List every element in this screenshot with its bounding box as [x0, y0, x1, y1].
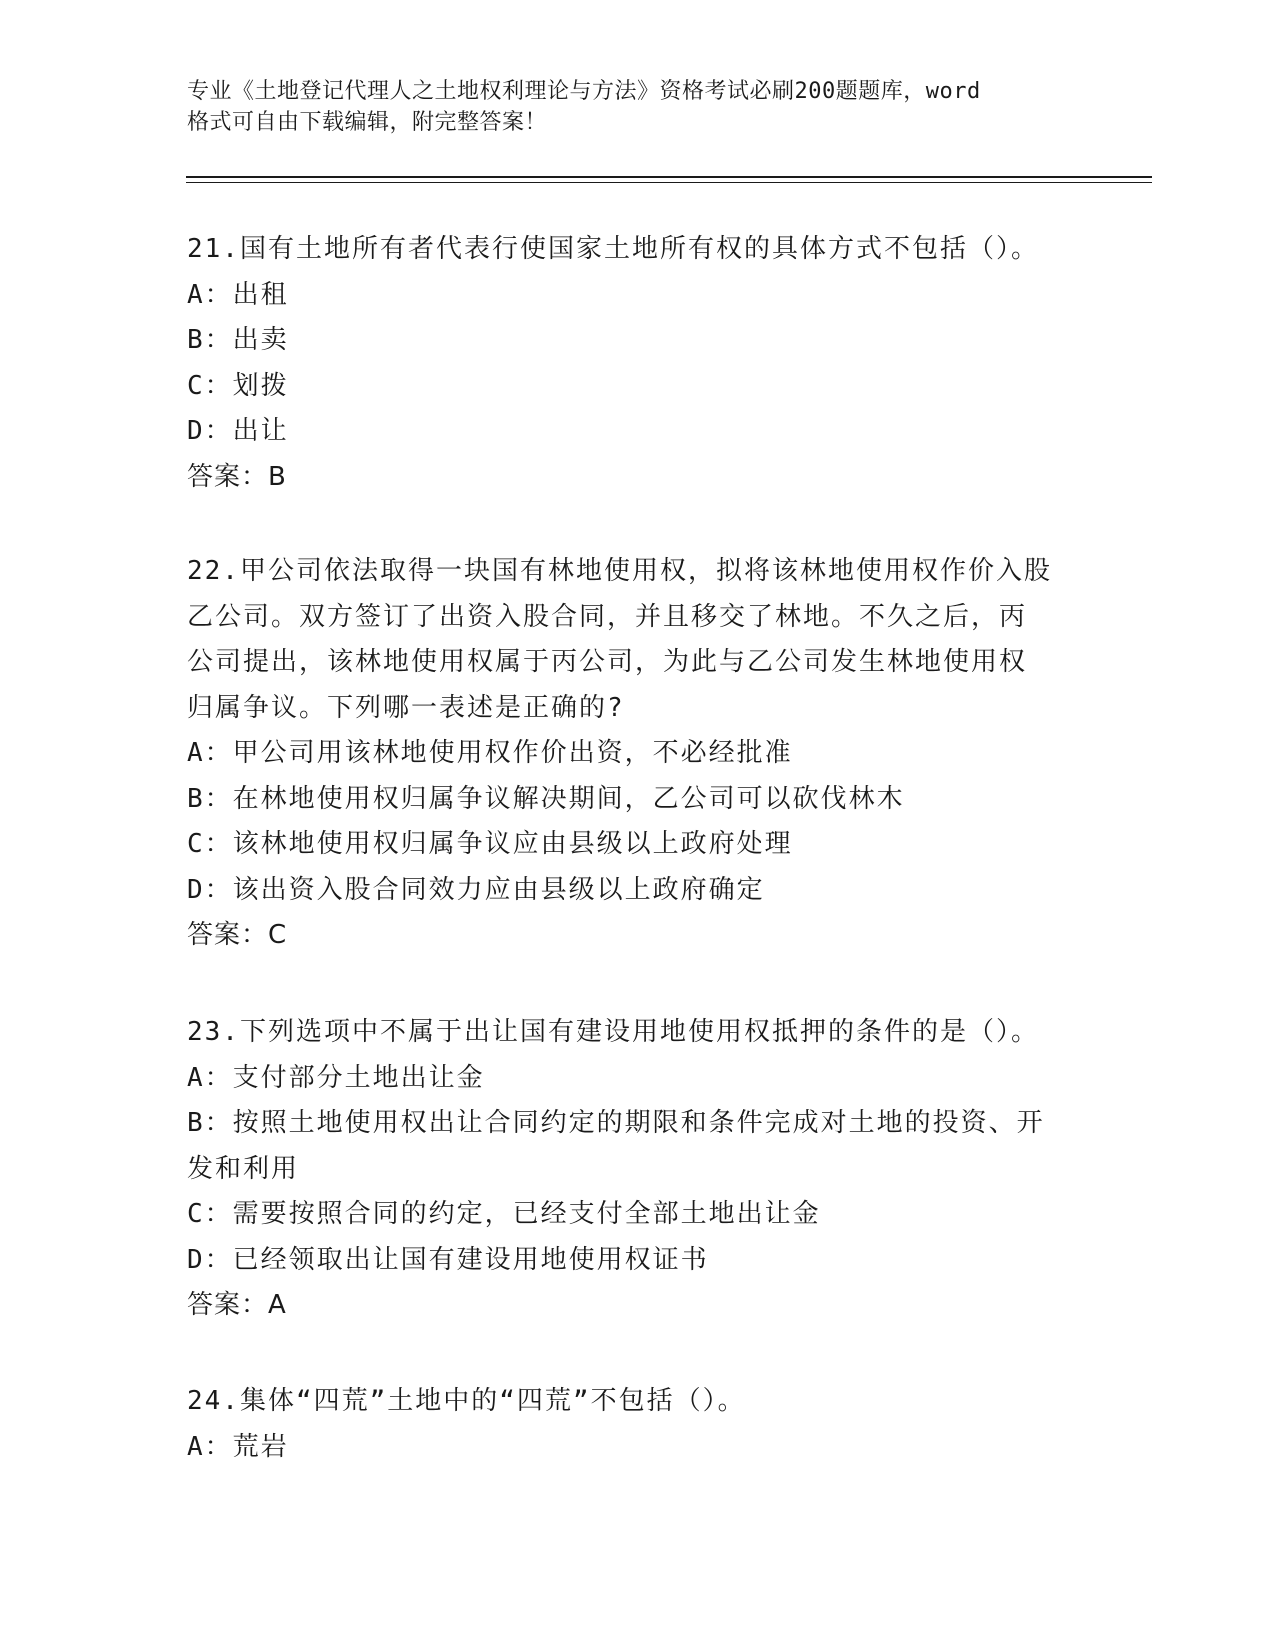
question-22: [187, 549, 1077, 959]
question-stem-line-3: 公司提出，该林地使用权属于丙公司，为此与乙公司发生林地使用权: [187, 647, 1028, 677]
question-stem: 23.下列选项中不属于出让国有建设用地使用权抵押的条件的是（）。: [187, 1017, 1039, 1047]
header-line-2: 格式可自由下载编辑，附完整答案！: [187, 110, 548, 135]
question-stem-line-1: 22.甲公司依法取得一块国有林地使用权，拟将该林地使用权作价入股: [187, 556, 1052, 586]
header-divider-thick: [186, 176, 1152, 178]
option-c: C：该林地使用权归属争议应由县级以上政府处理: [187, 829, 793, 859]
option-a: A：支付部分土地出让金: [187, 1062, 485, 1093]
question-stem: 21.国有土地所有者代表行使国家土地所有权的具体方式不包括（）。: [187, 234, 1039, 264]
option-a: A：荒岩: [187, 1431, 289, 1462]
answer-label: 答案：C: [187, 920, 288, 950]
option-d: D：该出资入股合同效力应由县级以上政府确定: [187, 874, 765, 905]
answer-label: 答案：B: [187, 461, 287, 492]
option-c: C：划拨: [187, 370, 289, 401]
option-b-line-1: B：按照土地使用权出让合同约定的期限和条件完成对土地的投资、开: [187, 1108, 1045, 1138]
question-stem-line-4: 归属争议。下列哪一表述是正确的?: [187, 692, 625, 723]
option-b: B：在林地使用权归属争议解决期间，乙公司可以砍伐林木: [187, 783, 905, 814]
document-header: [187, 76, 1067, 138]
option-a: A：甲公司用该林地使用权作价出资，不必经批准: [187, 738, 793, 768]
question-21: [187, 227, 1077, 500]
answer-label: 答案：A: [187, 1290, 287, 1320]
option-d: D：出让: [187, 416, 289, 446]
option-b-line-2: 发和利用: [187, 1153, 300, 1184]
header-line-1: 专业《土地登记代理人之土地权利理论与方法》资格考试必刷200题题库，word: [187, 79, 981, 104]
question-stem-line-2: 乙公司。双方签订了出资入股合同，并且移交了林地。不久之后，丙: [187, 601, 1028, 632]
question-23: [187, 1010, 1077, 1329]
option-c: C：需要按照合同的约定，已经支付全部土地出让金: [187, 1199, 821, 1229]
header-divider-thin: [186, 182, 1152, 183]
question-stem: 24.集体“四荒”土地中的“四荒”不包括（）。: [187, 1386, 746, 1416]
option-a: A：出租: [187, 279, 289, 310]
question-24: [187, 1379, 1077, 1470]
option-b: B：出卖: [187, 325, 289, 355]
option-d: D：已经领取出让国有建设用地使用权证书: [187, 1244, 709, 1275]
